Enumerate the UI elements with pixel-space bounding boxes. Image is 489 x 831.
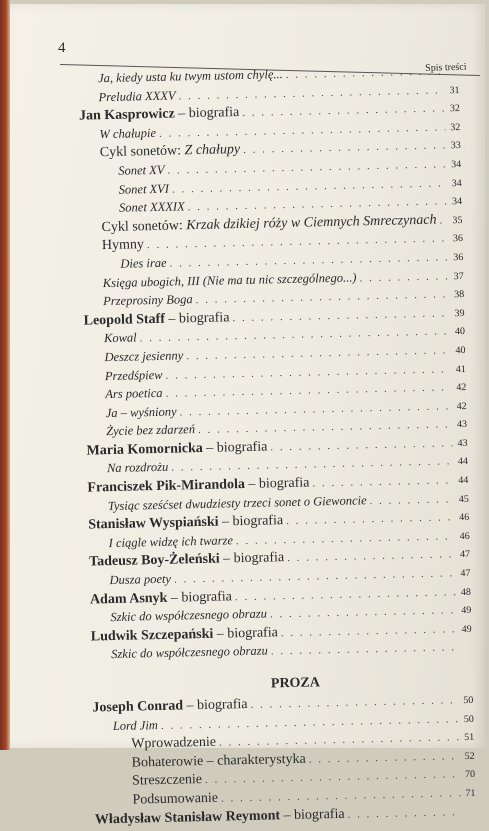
entry-prefix: Cykl sonetów:	[101, 218, 186, 235]
entry-title: Dusza poety	[109, 572, 171, 587]
entry-suffix: – biografia	[213, 625, 278, 641]
dot-leader	[312, 474, 453, 489]
author-name: Joseph Conrad	[92, 698, 183, 715]
dot-leader	[169, 251, 448, 269]
page-ref: 48	[459, 587, 471, 598]
dot-leader	[219, 731, 459, 748]
entry-title: Księga ubogich, III (Nie ma tu nic szczególnego...)	[103, 270, 357, 290]
page-ref: 31	[447, 85, 459, 96]
page-ref: 49	[460, 624, 472, 635]
entry-suffix: – biografia	[245, 476, 310, 492]
entry-suffix: – biografia	[175, 105, 240, 121]
page-ref: 41	[454, 363, 466, 374]
dot-leader	[369, 493, 453, 507]
dot-leader	[196, 288, 450, 306]
section-heading: PROZA	[78, 672, 473, 701]
toc-entry-title	[89, 551, 284, 571]
toc-entry-title	[119, 181, 170, 197]
page-ref: 36	[451, 233, 463, 244]
entry-suffix: – biografia	[280, 806, 345, 822]
entry-title: Lord Jim	[113, 718, 158, 733]
page-ref: 49	[459, 605, 471, 616]
dot-leader	[198, 419, 452, 437]
page-ref: 42	[455, 401, 467, 412]
page-ref: 50	[462, 713, 474, 724]
entry-title: Szkic do współczesnego obrazu	[110, 607, 267, 625]
toc-entry-title	[119, 199, 185, 215]
entry-suffix: – biografia	[218, 513, 283, 529]
entry-title: Przedśpiew	[105, 367, 163, 382]
author-name: Leopold Staff	[83, 311, 165, 328]
author-name: Tadeusz Boy-Żeleński	[89, 552, 220, 570]
dot-leader	[271, 642, 458, 658]
entry-title: Wprowadzenie	[131, 735, 216, 752]
entry-title: Ars poetica	[105, 386, 163, 401]
entry-title: Kowal	[104, 331, 137, 346]
entry-title-italic: Krzak dzikiej róży w Ciemnych Smreczynach	[186, 212, 437, 233]
entry-title: Życie bez zdarzeń	[106, 422, 195, 438]
dot-leader	[250, 694, 458, 711]
toc-entry-title	[86, 439, 267, 459]
page-ref: 47	[458, 568, 470, 579]
author-name: Franciszek Pik-Mirandola	[87, 477, 245, 496]
toc-entry-title	[102, 238, 144, 255]
entry-title: I ciągle widzę ich twarze	[109, 533, 234, 550]
toc-entry-title	[92, 697, 247, 717]
entry-suffix: – biografia	[167, 589, 232, 605]
page-ref: 70	[463, 769, 475, 780]
page-ref: 43	[455, 419, 467, 430]
page-ref: 71	[463, 788, 475, 799]
page-ref: 43	[455, 438, 467, 449]
toc-entry-title	[120, 256, 167, 272]
entry-title: Sonet XXXIX	[119, 199, 185, 214]
toc-entry-title	[111, 644, 268, 663]
toc-entry-title	[104, 348, 183, 365]
toc-entry-title	[90, 589, 232, 608]
toc-entry-title	[105, 386, 163, 402]
dot-leader	[172, 177, 447, 195]
dot-leader	[242, 103, 445, 120]
toc-entry-title	[106, 404, 177, 421]
dot-leader	[178, 84, 444, 102]
dot-leader	[243, 140, 446, 157]
dot-leader	[309, 750, 460, 765]
author-name: Adam Asnyk	[90, 590, 168, 607]
table-of-contents	[64, 63, 476, 831]
toc-entry-title	[98, 67, 283, 86]
toc-entry-title	[79, 105, 240, 125]
dot-leader	[165, 363, 451, 381]
page-ref: 45	[457, 494, 469, 505]
entry-suffix: – biografia	[183, 697, 248, 713]
author-name: Władysław Stanisław Reymont	[95, 808, 280, 827]
dot-leader	[165, 381, 451, 399]
entry-title: Podsumowanie	[132, 791, 218, 808]
toc-entry-title	[98, 88, 175, 105]
toc-entry-title	[105, 367, 163, 383]
book-spine-edge	[0, 0, 10, 750]
entry-suffix: – biografia	[220, 551, 285, 567]
page-ref: 38	[452, 289, 464, 300]
dot-leader	[188, 196, 448, 214]
page-ref: 46	[458, 531, 470, 542]
page-ref: 44	[456, 475, 468, 486]
dot-leader	[287, 549, 455, 565]
toc-entry-title	[132, 791, 218, 809]
dot-leader	[186, 344, 450, 362]
toc-entry-title	[131, 735, 216, 753]
toc-entry-title	[99, 126, 156, 142]
page-ref: 34	[450, 196, 462, 207]
dot-leader	[286, 65, 445, 81]
page-ref: 32	[448, 103, 460, 114]
page-ref: 39	[452, 308, 464, 319]
entry-title: Szkic do współczesnego obrazu	[111, 644, 268, 662]
page-number: 4	[58, 40, 66, 57]
dot-leader	[174, 567, 456, 585]
page-ref: 40	[453, 345, 465, 356]
page-ref: 37	[452, 271, 464, 282]
entry-title: Ja – wyśniony	[106, 404, 177, 420]
entry-title: Przeprosiny Boga	[103, 292, 193, 308]
page-ref: 33	[449, 140, 461, 151]
entry-title: Streszczenie	[132, 772, 202, 789]
toc-entry-title	[118, 163, 165, 179]
dot-leader	[281, 623, 457, 639]
dot-leader	[359, 270, 448, 284]
toc-entry-title	[103, 292, 193, 309]
page-ref: 47	[458, 549, 470, 560]
dot-leader	[205, 769, 460, 787]
page-ref: 44	[456, 456, 468, 467]
page-ref: 51	[462, 732, 474, 743]
page-ref: 36	[451, 252, 463, 263]
entry-title: Na rozdrożu	[107, 460, 169, 475]
page-ref: 50	[461, 695, 473, 706]
dot-leader	[167, 158, 446, 176]
entry-title: Dies irae	[120, 256, 166, 271]
toc-entry-title	[88, 513, 283, 533]
page-ref: 42	[454, 382, 466, 393]
page-ref: 32	[448, 122, 460, 133]
dot-leader	[221, 787, 461, 804]
toc-entry-title	[113, 718, 158, 734]
dot-leader	[286, 512, 454, 528]
author-name: Stanisław Wyspiański	[88, 515, 219, 533]
dot-leader	[232, 307, 449, 324]
author-name: Ludwik Szczepański	[91, 627, 214, 645]
entry-title: Sonet XV	[118, 163, 164, 178]
entry-title: W chałupie	[99, 126, 156, 141]
entry-title: Bohaterowie – charakterystyka	[132, 751, 306, 770]
toc-entry-title	[91, 625, 278, 645]
page-ref: 35	[450, 215, 462, 226]
dot-leader	[347, 806, 461, 821]
dot-leader	[147, 233, 448, 252]
entry-title: Preludia XXXV	[98, 88, 175, 104]
toc-entry-title	[83, 310, 229, 329]
entry-title-italic: Z chałupy	[184, 142, 240, 158]
page-ref: 34	[450, 178, 462, 189]
dot-leader	[236, 530, 455, 547]
toc-entry-title	[110, 607, 267, 626]
dot-leader	[270, 437, 452, 453]
author-name: Maria Komornicka	[86, 441, 203, 459]
dot-leader	[161, 713, 459, 732]
toc-entry-title	[132, 751, 306, 771]
toc-entry-title	[132, 772, 202, 790]
entry-title: Sonet XVI	[119, 181, 170, 196]
entry-title: Deszcz jesienny	[104, 348, 183, 364]
entry-title: Hymny	[102, 238, 144, 254]
toc-entry-title	[100, 142, 241, 161]
entry-suffix: – biografia	[165, 310, 230, 326]
page-ref: 46	[457, 512, 469, 523]
toc-entry-title	[106, 422, 195, 439]
entry-title: Tysiąc sześćset dwudziesty trzeci sonet o Giewoncie	[108, 493, 367, 513]
dot-leader	[171, 456, 453, 474]
dot-leader	[159, 121, 446, 139]
page-ref: 40	[453, 326, 465, 337]
toc-entry-title	[107, 460, 169, 476]
page-ref: 34	[449, 159, 461, 170]
toc-entry-title	[104, 331, 137, 347]
entry-suffix: – biografia	[203, 439, 268, 455]
page-ref: 52	[463, 751, 475, 762]
dot-leader	[179, 400, 451, 418]
entry-prefix: Cykl sonetów:	[100, 144, 185, 161]
toc-entry-title	[109, 572, 171, 588]
dot-leader	[439, 214, 447, 226]
author-name: Jan Kasprowicz	[79, 107, 175, 124]
toc-entry-title	[109, 533, 234, 551]
entry-title: Ja, kiedy usta ku twym ustom chylę...	[98, 67, 283, 85]
dot-leader	[270, 604, 457, 620]
dot-leader	[235, 586, 456, 603]
running-head: Spis treści	[425, 62, 467, 74]
